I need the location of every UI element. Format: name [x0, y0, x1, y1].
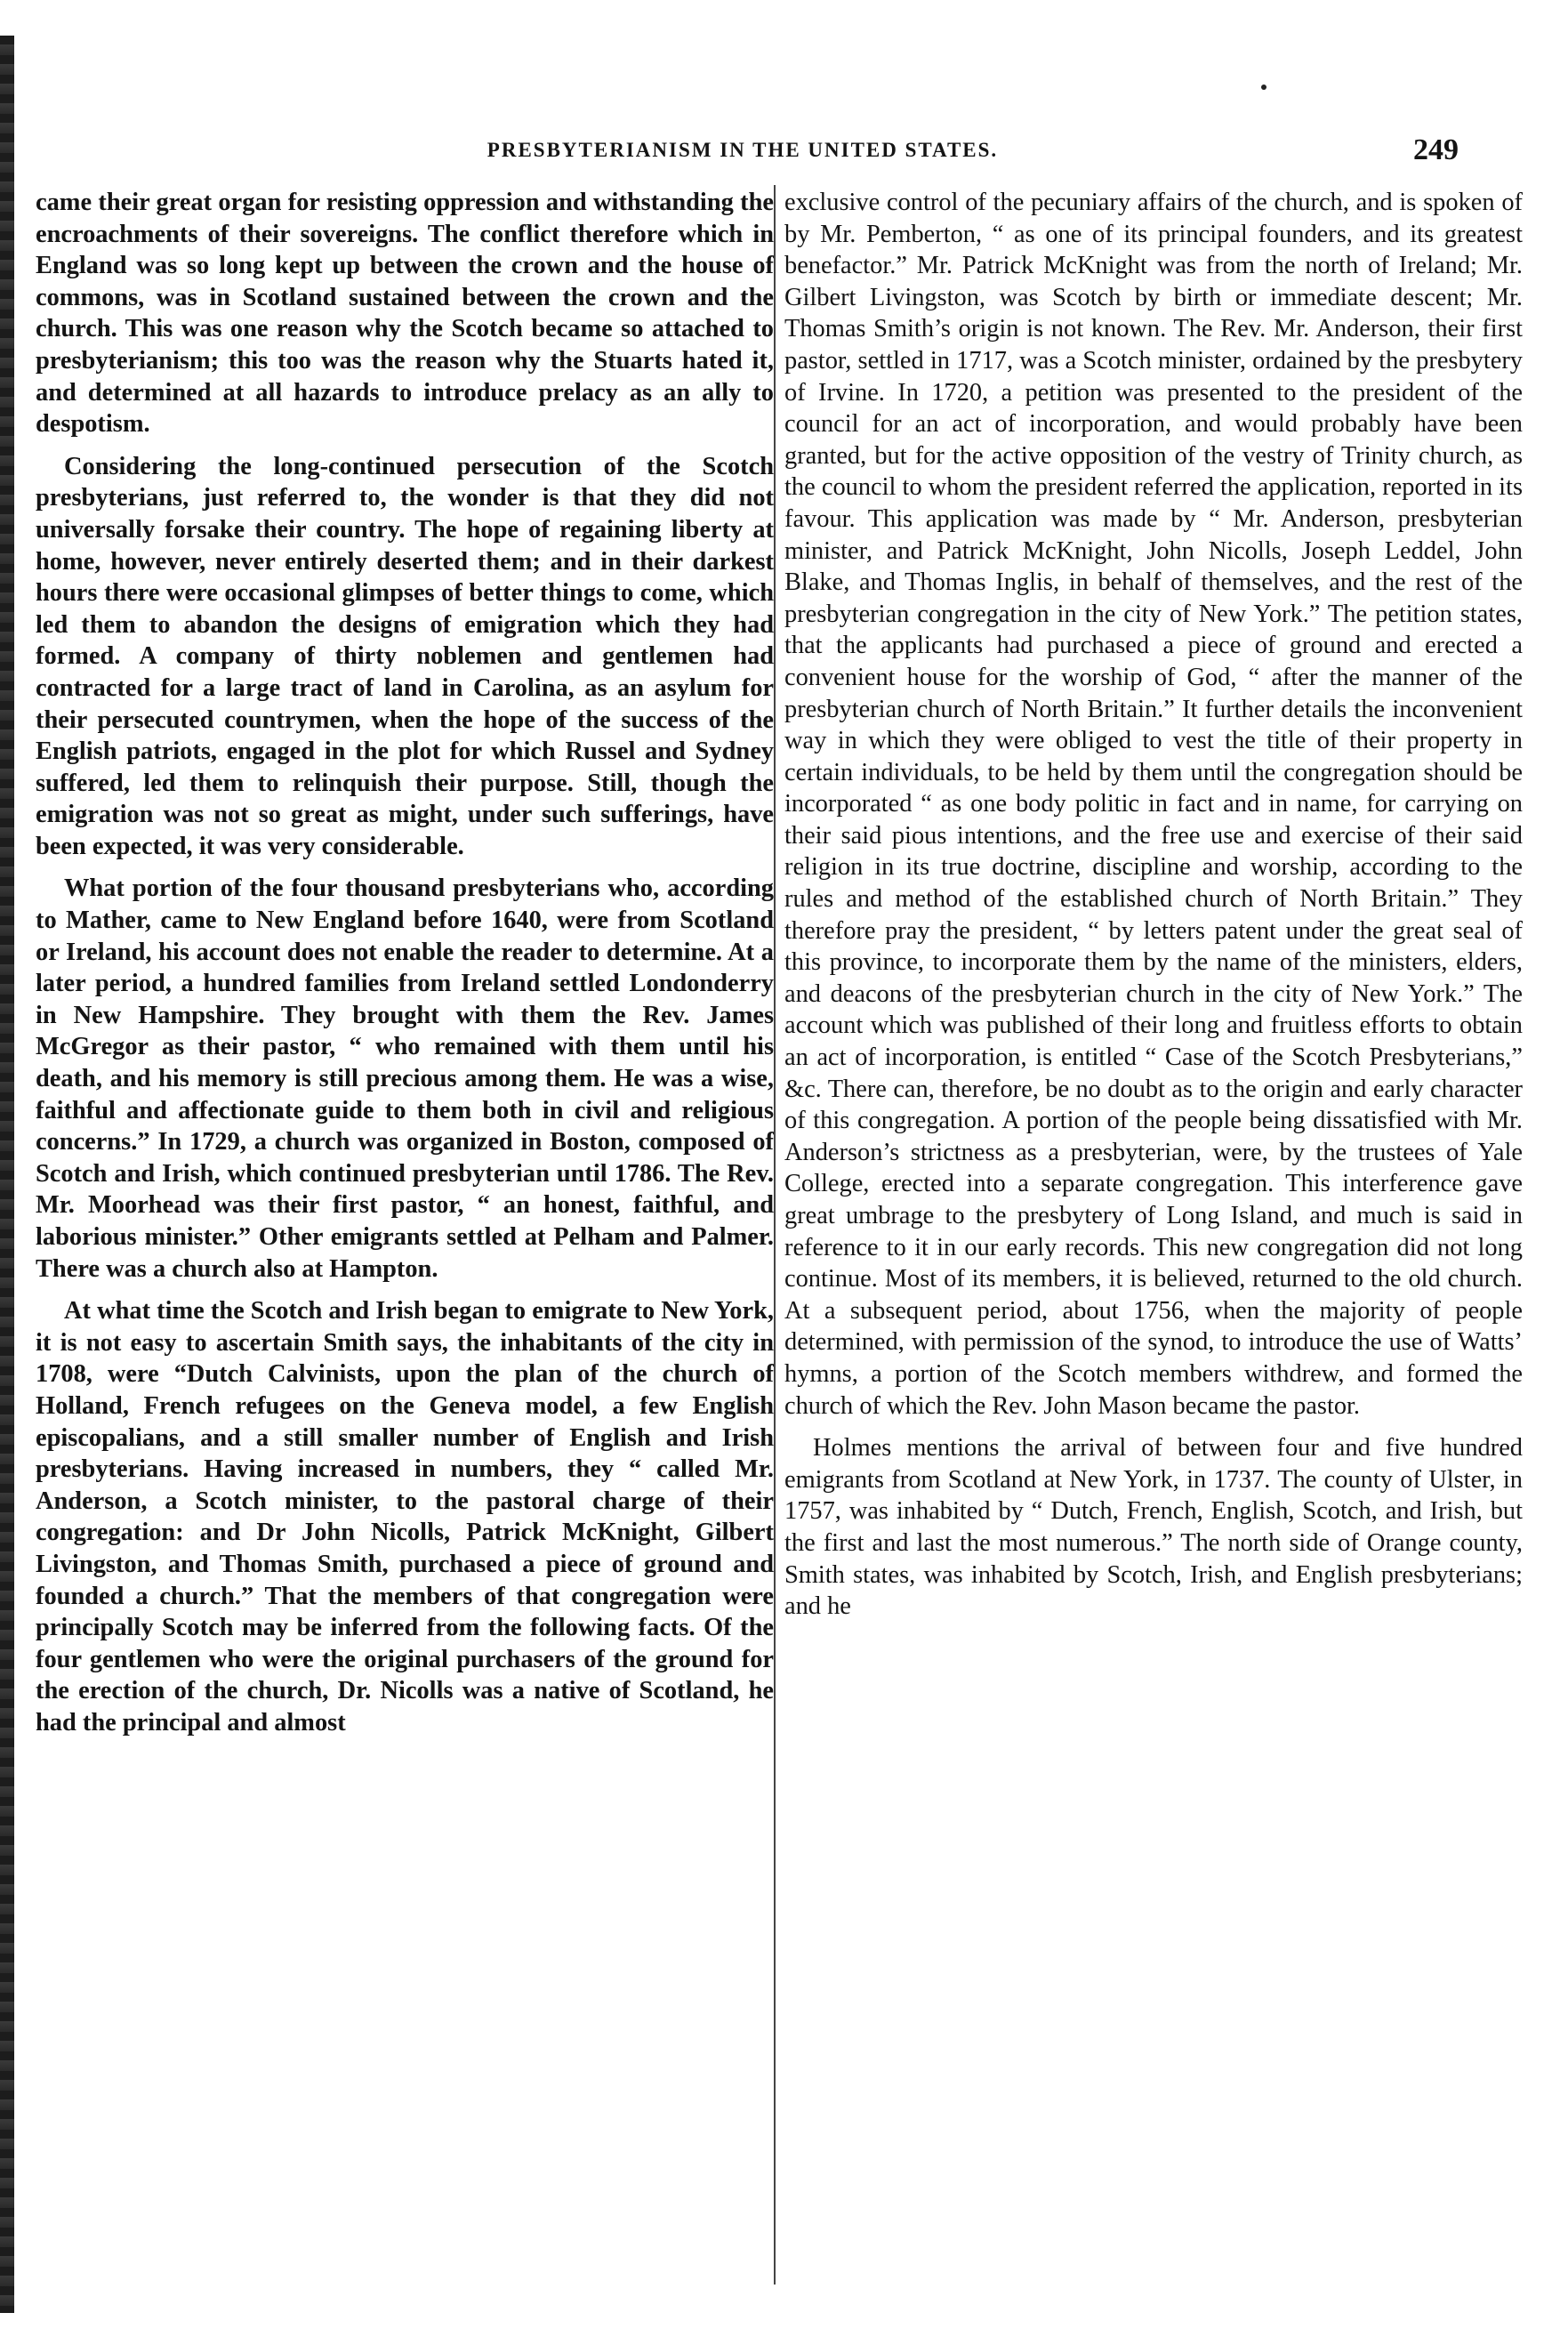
page-binding-edge — [0, 36, 14, 2313]
page-number: 249 — [1413, 133, 1459, 166]
paragraph: Holmes mentions the arrival of between four and five hundred emigrants from Scotland at New York, in 1737. The county of Ulster, in 1757, was inhabited by “ Dutch, French, English, Scotch, and Irish, but the first and last the most numerous.” The north side of Orange county, Smith states, was inhabited by Scotch, Irish, and English presbyterians; and he — [784, 1434, 1523, 1621]
running-title: PRESBYTERIANISM IN THE UNITED STATES. — [486, 139, 999, 161]
paragraph: At what time the Scotch and Irish began to emigrate to New York, it is not easy to ascertain Smith says, the inhabitants of the city in 1708, were “Dutch Calvinists, upon the plan of the church of Holland, French refugees on the Geneva model, a few English episcopalians, and a still smaller number of English and Irish presbyterians. Having increased in numbers, they “ called Mr. Anderson, a Scotch minister, to the pastoral charge of their congregation: and Dr John Nicolls, Patrick McKnight, Gilbert Livingston, and Thomas Smith, purchased a piece of ground and founded a church.” That the members of that congregation were principally Scotch may be inferred from the following facts. Of the four gentlemen who were the original purchasers of the ground for the erection of the church, Dr. Nicolls was a native of Scotland, he had the principal and almost — [36, 1297, 774, 1737]
left-column — [36, 187, 774, 1739]
ink-speck — [1261, 85, 1266, 90]
paragraph: exclusive control of the pecuniary affairs of the church, and is spoken of by Mr. Pemberton, “ as one of its principal founders, and its greatest benefactor.” Mr. Patrick McKnight was from the north of Ireland; Mr. Gilbert Livingston, was Scotch by birth or immediate descent; Mr. Thomas Smith’s origin is not known. The Rev. Mr. Anderson, their first pastor, settled in 1717, was a Scotch minister, ordained by the presbytery of Irvine. In 1720, a petition was presented to the president of the council for an act of incorporation, and would probably have been granted, but for the active opposition of the vestry of Trinity church, as the council to whom the president referred the application, reported in its favour. This application was made by “ Mr. Anderson, presbyterian minister, and Patrick McKnight, John Nicolls, Joseph Leddel, John Blake, and Thomas Inglis, in behalf of themselves, and the rest of the presbyterian congregation in the city of New York.” The petition states, that the applicants had purchased a piece of ground and erected a convenient house for the worship of God, “ after the manner of the presbyterian church of North Britain.” It further details the inconvenient way in which they were obliged to vest the title of their property in certain individuals, to be held by them until the congregation should be incorporated “ as one body politic in fact and in name, for carrying on their said pious intentions, and the free use and exercise of their said religion in its true doctrine, discipline and worship, according to the rules and method of the established church of North Britain.” They therefore pray the president, “ by letters patent under the great seal of this province, to incorporate them by the name of the ministers, elders, and deacons of the presbyterian church in the city of New York.” The account which was published of their long and fruitless efforts to obtain an act of incorporation, is entitled “ Case of the Scotch Presbyterians,” &c. There can, therefore, be no doubt as to the origin and early character of this congregation. A portion of the people being dissatisfied with Mr. Anderson’s strictness as a presbyterian, were, by the trustees of Yale College, erected into a separate congregation. This interference gave great umbrage to the presbytery of Long Island, and much is said in reference to it in our early records. This new congregation did not long continue. Most of its members, it is believed, returned to the old church. At a subsequent period, about 1756, when the majority of people determined, with permission of the synod, to introduce the use of Watts’ hymns, a portion of the Scotch members withdrew, and formed the church of which the Rev. John Mason became the pastor. — [784, 189, 1523, 1420]
right-column — [784, 187, 1523, 1623]
page-header — [27, 133, 1459, 176]
paragraph: came their great organ for resisting oppression and withstanding the encroachments of their sovereigns. The conflict therefore which in England was so long kept up between the crown and the house of commons, was in Scotland sustained between the crown and the church. This was one reason why the Scotch became so attached to presbyterianism; this too was the reason why the Stuarts hated it, and determined at all hazards to introduce prelacy as an ally to despotism. — [36, 189, 774, 439]
column-divider — [774, 185, 776, 2285]
paragraph: What portion of the four thousand presbyterians who, according to Mather, came to New England before 1640, were from Scotland or Ireland, his account does not enable the reader to determine. At a later period, a hundred families from Ireland settled Londonderry in New Hampshire. They brought with them the Rev. James McGregor as their pastor, “ who remained with them until his death, and his memory is still precious among them. He was a wise, faithful and affectionate guide to them both in civil and religious concerns.” In 1729, a church was organized in Boston, composed of Scotch and Irish, which continued presbyterian until 1786. The Rev. Mr. Moorhead was their first pastor, “ an honest, faithful, and laborious minister.” Other emigrants settled at Pelham and Palmer. There was a church also at Hampton. — [36, 874, 774, 1283]
paragraph: Considering the long-continued persecution of the Scotch presbyterians, just referred to, the wonder is that they did not universally forsake their country. The hope of regaining liberty at home, however, never entirely deserted them; and in their darkest hours there were occasional glimpses of better things to come, which led them to abandon the designs of emigration which they had formed. A company of thirty noblemen and gentlemen had contracted for a large tract of land in Carolina, as an asylum for their persecuted countrymen, when the hope of the success of the English patriots, engaged in the plot for which Russel and Sydney suffered, led them to relinquish their purpose. Still, though the emigration was not so great as might, under such sufferings, have been expected, it was very considerable. — [36, 452, 774, 860]
